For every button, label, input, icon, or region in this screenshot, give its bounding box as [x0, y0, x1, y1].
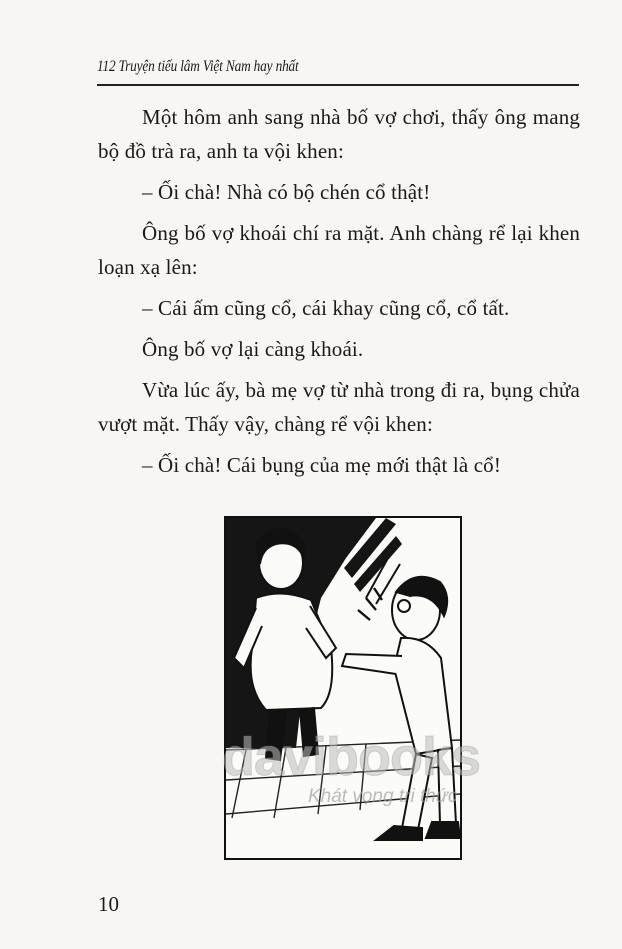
dialogue-line: – Ối chà! Cái bụng của mẹ mới thật là cổ!	[142, 453, 501, 477]
header-rule	[97, 84, 579, 86]
paragraph: Ông bố vợ khoái chí ra mặt. Anh chàng rể lại khen loạn xạ lên:	[98, 221, 580, 279]
story-text	[98, 100, 580, 489]
page-number: 10	[98, 892, 119, 916]
watermark-brand: davibooks	[222, 727, 481, 787]
paragraph: Ông bố vợ lại càng khoái.	[142, 337, 364, 361]
cartoon-illustration	[224, 516, 462, 860]
dialogue-line: – Ối chà! Nhà có bộ chén cổ thật!	[142, 180, 431, 204]
running-header-title: 112 Truyện tiếu lâm Việt Nam hay nhất	[97, 58, 299, 75]
watermark-slogan: Khát vọng tri thức	[308, 786, 458, 807]
paragraph: Một hôm anh sang nhà bố vợ chơi, thấy ông mang bộ đồ trà ra, anh ta vội khen:	[98, 105, 580, 163]
dialogue-line: – Cái ấm cũng cổ, cái khay cũng cổ, cổ tất.	[142, 296, 510, 320]
paragraph: Vừa lúc ấy, bà mẹ vợ từ nhà trong đi ra, bụng chửa vượt mặt. Thấy vậy, chàng rể vội khen:	[98, 378, 580, 436]
